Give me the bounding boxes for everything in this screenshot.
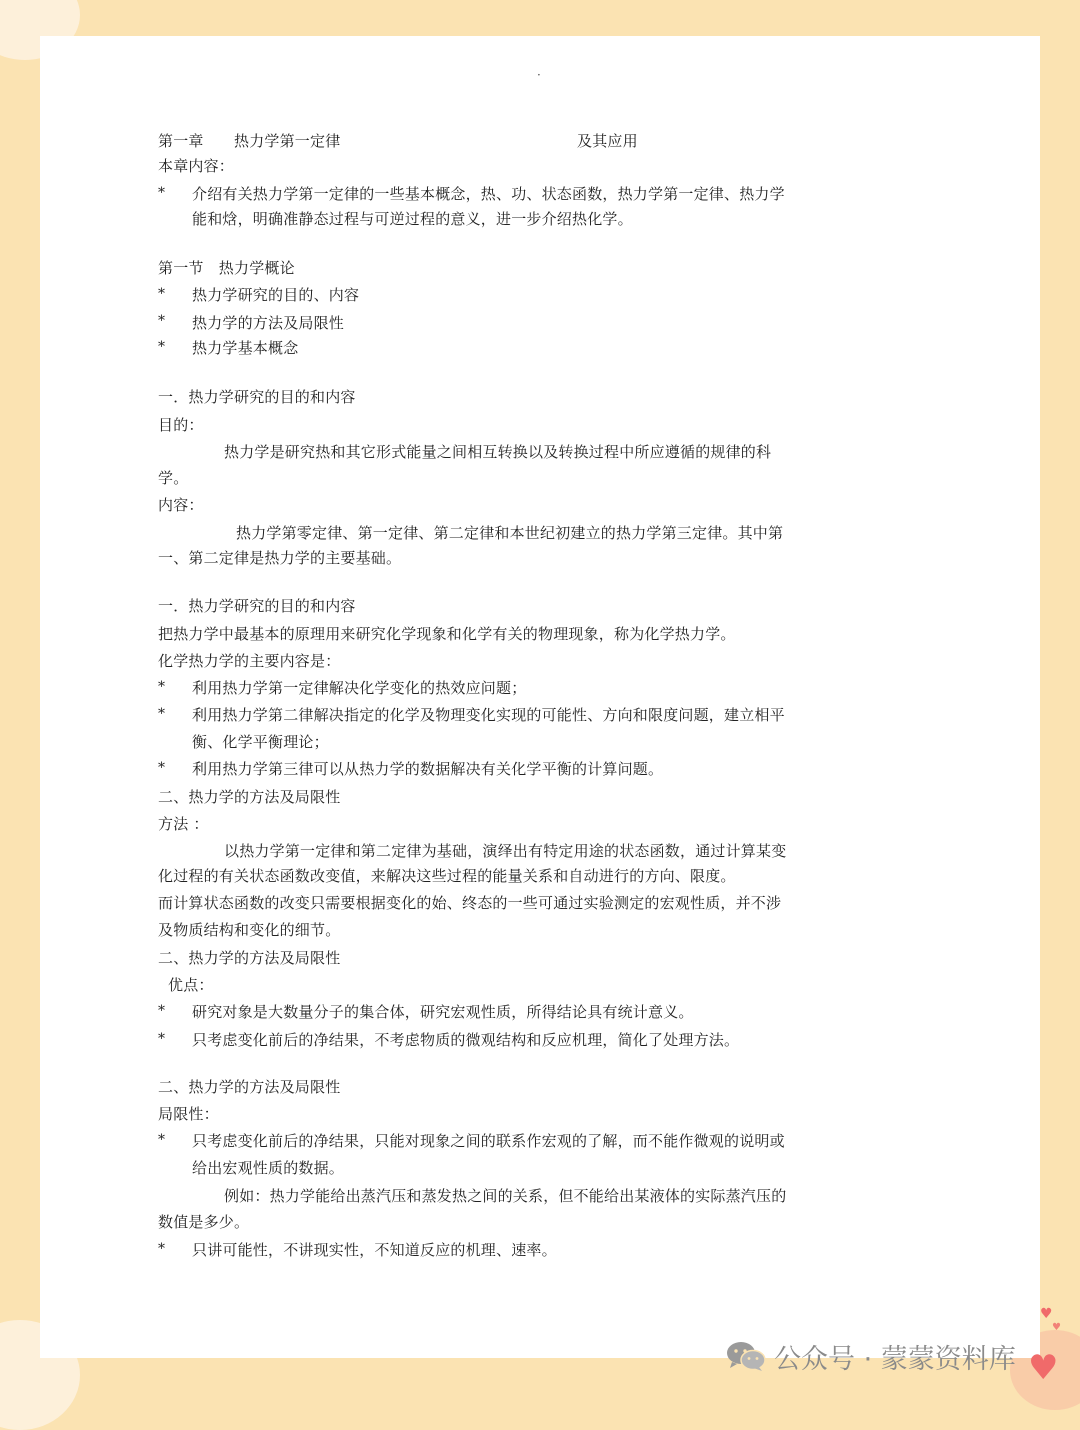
heart-icon: ♥ bbox=[1052, 1322, 1061, 1333]
subsection-heading: 二、热力学的方法及局限性 bbox=[158, 949, 341, 967]
text-line: 本章内容： bbox=[158, 157, 235, 175]
chapter-title-right: 及其应用 bbox=[577, 132, 638, 150]
bullet-star: * bbox=[158, 313, 165, 329]
text-line: 热力学的方法及局限性 bbox=[192, 314, 345, 332]
subsection-heading: 二、热力学的方法及局限性 bbox=[158, 788, 341, 806]
text-line: 给出宏观性质的数据。 bbox=[192, 1159, 345, 1177]
text-line: 例如：热力学能给出蒸汽压和蒸发热之间的关系，但不能给出某液体的实际蒸汽压的 bbox=[224, 1187, 787, 1205]
text-line: 局限性： bbox=[158, 1105, 219, 1123]
text-line: 利用热力学第三律可以从热力学的数据解决有关化学平衡的计算问题。 bbox=[192, 760, 664, 778]
text-line: 热力学是研究热和其它形式能量之间相互转换以及转换过程中所应遵循的规律的科 bbox=[224, 443, 772, 461]
text-line: 化学热力学的主要内容是： bbox=[158, 652, 341, 670]
chapter-title-left: 第一章 热力学第一定律 bbox=[158, 132, 341, 150]
header-dot: · bbox=[537, 68, 541, 82]
text-line: 只讲可能性，不讲现实性，不知道反应的机理、速率。 bbox=[192, 1241, 557, 1259]
bullet-star: * bbox=[158, 706, 165, 722]
text-line: 而计算状态函数的改变只需要根据变化的始、终态的一些可通过实验测定的宏观性质，并不涉 bbox=[158, 894, 782, 912]
bullet-star: * bbox=[158, 185, 165, 201]
text-line: 利用热力学第二律解决指定的化学及物理变化实现的可能性、方向和限度问题，建立相平 bbox=[192, 706, 785, 724]
text-line: 一、第二定律是热力学的主要基础。 bbox=[158, 549, 402, 567]
watermark-text: 公众号 · 蒙蒙资料库 bbox=[774, 1343, 1016, 1375]
text-line: 利用热力学第一定律解决化学变化的热效应问题； bbox=[192, 679, 527, 697]
text-line: 热力学基本概念 bbox=[192, 339, 299, 357]
watermark bbox=[726, 1336, 1016, 1376]
bullet-star: * bbox=[158, 339, 165, 355]
text-line: 学。 bbox=[158, 469, 189, 487]
text-line: 及物质结构和变化的细节。 bbox=[158, 921, 341, 939]
text-line: 优点： bbox=[168, 976, 214, 994]
text-line: 以热力学第一定律和第二定律为基础，演绎出有特定用途的状态函数，通过计算某变 bbox=[224, 842, 787, 860]
heart-icon: ♥ bbox=[1028, 1348, 1059, 1388]
text-line: 化过程的有关状态函数改变值，来解决这些过程的能量关系和自动进行的方向、限度。 bbox=[158, 867, 736, 885]
text-line: 能和焓，明确准静态过程与可逆过程的意义，进一步介绍热化学。 bbox=[192, 210, 633, 228]
bullet-star: * bbox=[158, 679, 165, 695]
bullet-star: * bbox=[158, 1031, 165, 1047]
bullet-star: * bbox=[158, 1003, 165, 1019]
text-line: 内容： bbox=[158, 496, 204, 514]
text-line: 目的： bbox=[158, 416, 204, 434]
text-line: 介绍有关热力学第一定律的一些基本概念，热、功、状态函数，热力学第一定律、热力学 bbox=[192, 185, 785, 203]
bullet-star: * bbox=[158, 760, 165, 776]
text-line: 方法 ： bbox=[158, 815, 209, 833]
text-line: 只考虑变化前后的净结果，只能对现象之间的联系作宏观的了解，而不能作微观的说明或 bbox=[192, 1132, 785, 1150]
section-heading: 第一节 热力学概论 bbox=[158, 259, 295, 277]
subsection-heading: 二、热力学的方法及局限性 bbox=[158, 1078, 341, 1096]
heart-icon: ♥ bbox=[1040, 1306, 1053, 1322]
text-line: 热力学研究的目的、内容 bbox=[192, 286, 360, 304]
text-line: 数值是多少。 bbox=[158, 1213, 250, 1231]
text-line: 热力学第零定律、第一定律、第二定律和本世纪初建立的热力学第三定律。其中第 bbox=[236, 524, 784, 542]
document-page bbox=[40, 36, 1040, 1358]
text-line: 把热力学中最基本的原理用来研究化学现象和化学有关的物理现象，称为化学热力学。 bbox=[158, 625, 736, 643]
text-line: 只考虑变化前后的净结果，不考虑物质的微观结构和反应机理，简化了处理方法。 bbox=[192, 1031, 740, 1049]
bullet-star: * bbox=[158, 1132, 165, 1148]
text-line: 衡、化学平衡理论； bbox=[192, 733, 329, 751]
subsection-heading: 一．热力学研究的目的和内容 bbox=[158, 388, 356, 406]
bullet-star: * bbox=[158, 1241, 165, 1257]
subsection-heading: 一．热力学研究的目的和内容 bbox=[158, 597, 356, 615]
bullet-star: * bbox=[158, 286, 165, 302]
wechat-icon bbox=[726, 1340, 766, 1372]
text-line: 研究对象是大数量分子的集合体，研究宏观性质，所得结论具有统计意义。 bbox=[192, 1003, 694, 1021]
